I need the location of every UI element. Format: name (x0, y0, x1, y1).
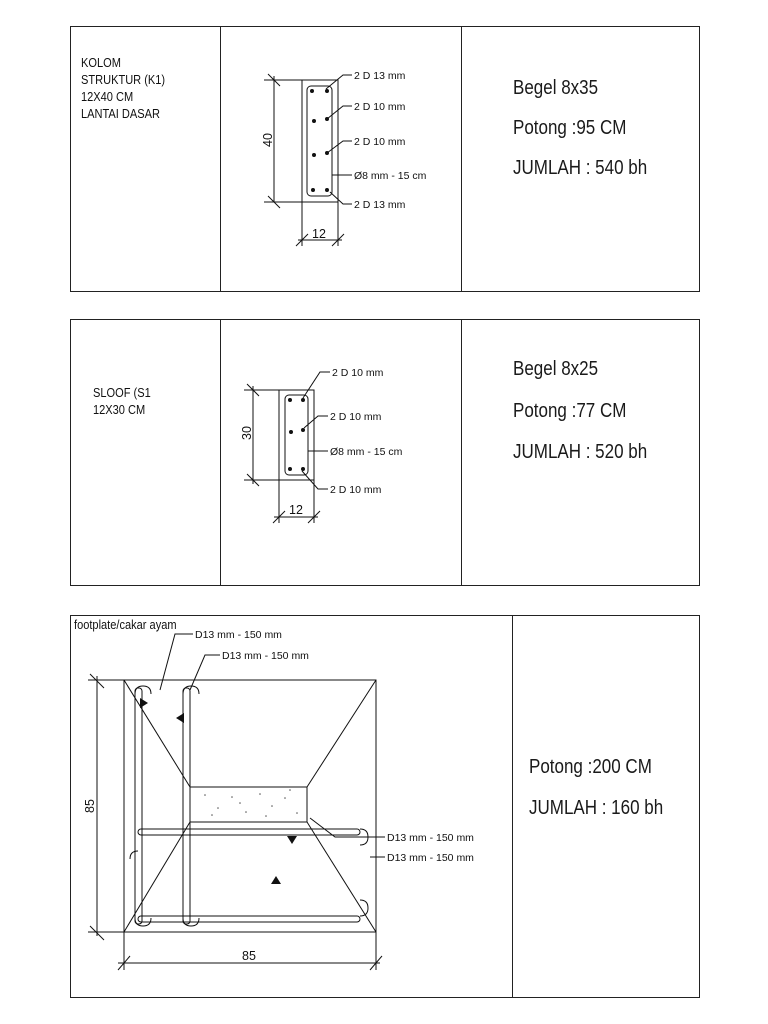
kolom-spec-potong: Potong :95 CM (513, 117, 627, 139)
sloof-spec-potong: Potong :77 CM (513, 400, 627, 422)
footplate-callout-right-2: D13 mm - 150 mm (387, 852, 474, 864)
footplate-callout-right-1: D13 mm - 150 mm (387, 832, 474, 844)
kolom-callout-2: 2 D 10 mm (354, 101, 406, 113)
kolom-dim-width: 12 (312, 227, 326, 241)
kolom-callout-1: 2 D 13 mm (354, 70, 406, 82)
sloof-name-line-1: SLOOF (S1 (93, 385, 151, 400)
kolom-spec-begel: Begel 8x35 (513, 77, 599, 99)
sloof-name-line-2: 12X30 CM (93, 402, 146, 417)
kolom-callout-4: Ø8 mm - 15 cm (354, 170, 427, 182)
sloof-dim-width: 12 (289, 503, 303, 517)
footplate-dim-width: 85 (242, 949, 256, 963)
footplate-dim-height: 85 (83, 799, 97, 813)
sloof-spec-jumlah: JUMLAH : 520 bh (513, 441, 648, 463)
sloof-callout-2: 2 D 10 mm (330, 411, 382, 423)
kolom-name-line-4: LANTAI DASAR (81, 106, 161, 121)
footplate-title: footplate/cakar ayam (74, 617, 177, 632)
sloof-callout-1: 2 D 10 mm (332, 367, 384, 379)
footplate-spec-jumlah: JUMLAH : 160 bh (529, 797, 664, 819)
footplate-callout-top-1: D13 mm - 150 mm (195, 629, 282, 641)
sloof-callout-4: 2 D 10 mm (330, 484, 382, 496)
kolom-dim-height: 40 (261, 133, 275, 147)
sloof-spec-begel: Begel 8x25 (513, 358, 599, 380)
kolom-name-line-2: STRUKTUR (K1) (81, 72, 166, 87)
kolom-callout-5: 2 D 13 mm (354, 199, 406, 211)
kolom-name-line-3: 12X40 CM (81, 89, 134, 104)
footplate-callout-top-2: D13 mm - 150 mm (222, 650, 309, 662)
sloof-callout-3: Ø8 mm - 15 cm (330, 446, 403, 458)
sloof-dim-height: 30 (240, 426, 254, 440)
kolom-name-line-1: KOLOM (81, 55, 121, 70)
kolom-callout-3: 2 D 10 mm (354, 136, 406, 148)
kolom-spec-jumlah: JUMLAH : 540 bh (513, 157, 648, 179)
footplate-spec-potong: Potong :200 CM (529, 756, 652, 778)
